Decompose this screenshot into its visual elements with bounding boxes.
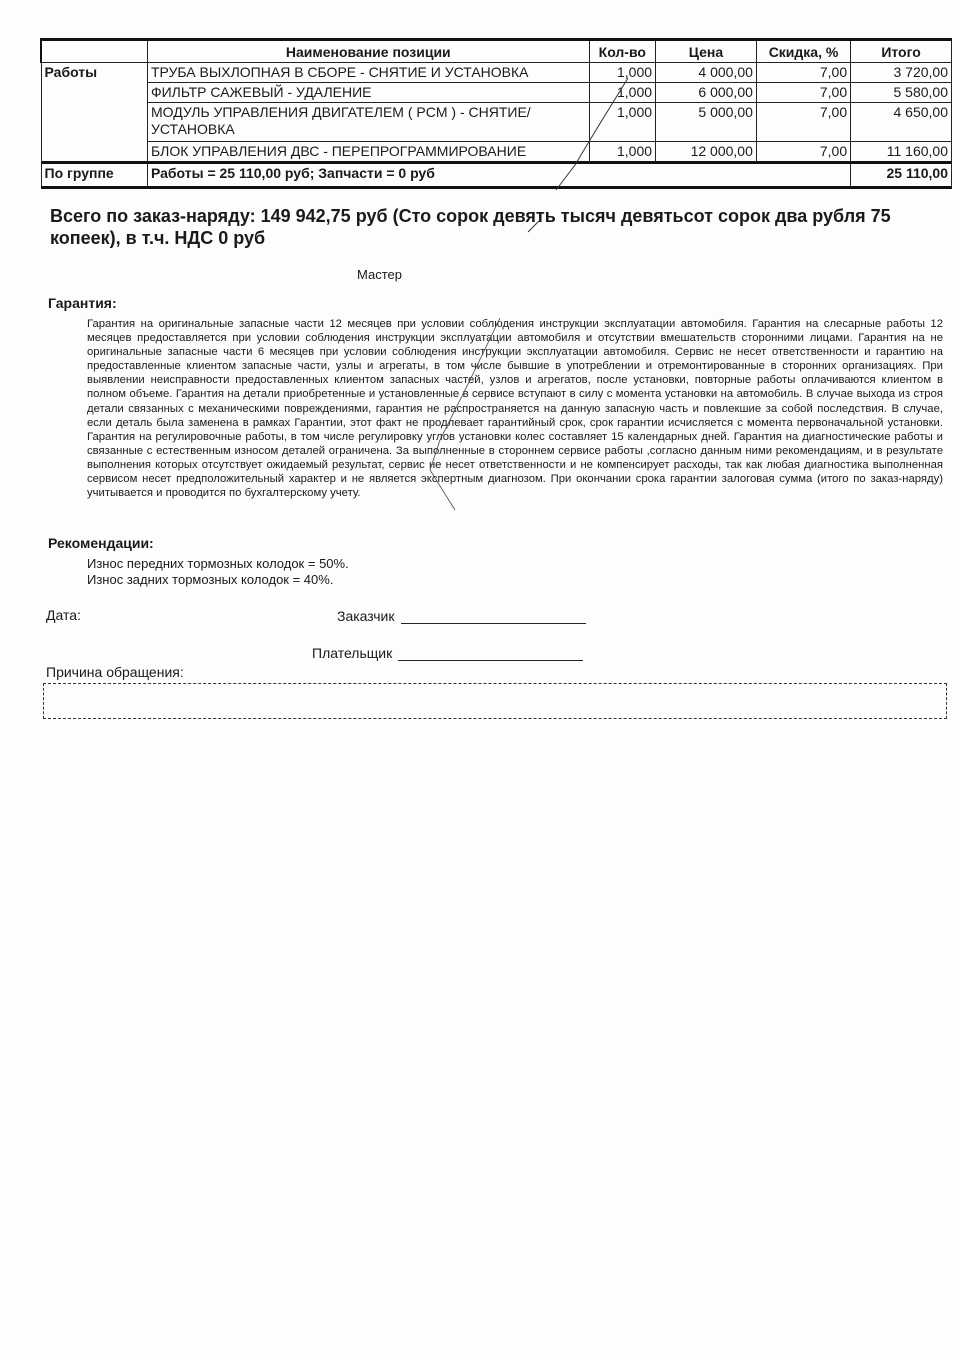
group-label: Работы	[41, 63, 147, 163]
row-price: 5 000,00	[656, 103, 757, 142]
list-item: Износ задних тормозных колодок = 40%.	[87, 572, 334, 587]
reason-box	[43, 683, 947, 719]
summary-label: По группе	[41, 163, 147, 188]
row-total: 3 720,00	[851, 63, 952, 83]
row-discount: 7,00	[756, 63, 850, 83]
table-row	[41, 142, 952, 163]
recommendations-list	[87, 556, 349, 588]
row-discount: 7,00	[756, 103, 850, 142]
header-total: Итого	[851, 40, 952, 63]
reason-label: Причина обращения:	[46, 664, 184, 680]
row-price: 12 000,00	[656, 142, 757, 163]
row-name: БЛОК УПРАВЛЕНИЯ ДВС - ПЕРЕПРОГРАММИРОВАНИЕ	[147, 142, 589, 163]
table-row	[41, 83, 952, 103]
payer-signature	[312, 645, 583, 661]
row-total: 5 580,00	[851, 83, 952, 103]
header-price: Цена	[656, 40, 757, 63]
row-name: ТРУБА ВЫХЛОПНАЯ В СБОРЕ - СНЯТИЕ И УСТАНОВКА	[147, 63, 589, 83]
list-item: Износ передних тормозных колодок = 50%.	[87, 556, 349, 571]
row-price: 6 000,00	[656, 83, 757, 103]
header-qty: Кол-во	[589, 40, 655, 63]
row-discount: 7,00	[756, 142, 850, 163]
customer-label: Заказчик	[337, 608, 395, 624]
table-row	[41, 103, 952, 142]
row-qty: 1,000	[589, 83, 655, 103]
summary-total: 25 110,00	[851, 163, 952, 188]
payer-label: Плательщик	[312, 645, 393, 661]
warranty-heading: Гарантия:	[48, 295, 117, 311]
header-name: Наименование позиции	[147, 40, 589, 63]
row-qty: 1,000	[589, 142, 655, 163]
header-group-cell	[41, 40, 147, 63]
row-total: 4 650,00	[851, 103, 952, 142]
row-total: 11 160,00	[851, 142, 952, 163]
group-summary-row	[41, 163, 952, 188]
services-table	[40, 38, 952, 189]
order-total: Всего по заказ-наряду: 149 942,75 руб (Сто сорок девять тысяч девятьсот сорок два рубля 75 копеек), в т.ч. НДС 0 руб	[50, 206, 891, 248]
row-discount: 7,00	[756, 83, 850, 103]
row-name: МОДУЛЬ УПРАВЛЕНИЯ ДВИГАТЕЛЕМ ( PCM ) - СНЯТИЕ/УСТАНОВКА	[147, 103, 589, 142]
recommendations-heading: Рекомендации:	[48, 535, 154, 551]
table-header-row	[41, 40, 952, 63]
row-price: 4 000,00	[656, 63, 757, 83]
row-qty: 1,000	[589, 103, 655, 142]
table-row	[41, 63, 952, 83]
customer-signature	[337, 608, 586, 624]
payer-signature-line	[398, 646, 583, 661]
warranty-text: Гарантия на оригинальные запасные части 12 месяцев при условии соблюдения инструкции эксплуатации автомобиля. Гарантия на слесарные работы 12 месяцев предоставляется при условии соблюдения инструкции эксплуатации автомобиля и отсутствии вмешательств сторонними лицами. Гарантия на не оригинальные запасные части 6 месяцев при условии соблюдения инструкции эксплуатации автомобиля. Сервис не несет ответственности и гарантию на предоставленные клиентом запасные части, узлы и агрегаты, в том числе бывшие в употреблении и отремонтированные в сторонних организациях. При выявлении неисправности предоставленных клиентом запасных частей, узлов и агрегатов, после установки, повторные работы оплачиваются клиентом в полном объеме. Гарантия на детали приобретенные и установленные в сервисе вступают в силу с момента установки на автомобиль. В случае выхода из строя детали связанных с механическими повреждениями, гарантия не распространяется на данную запасную часть и повлекшие за собой последствия. В случае, если деталь была заменена в рамках Гарантии, этот факт не продлевает гарантийный срок, срок гарантии исчисляется с момента первоначальной установки. Гарантия на регулировочные работы, в том числе регулировку углов установки колес составляет 15 календарных дней. Гарантия на диагностические работы и связанные с естественным износом деталей ограничена. За выполненные в стороннем сервисе работы ,согласно данным ними рекомендациям, и в результате выполнения которых отсутствует ожидаемый результат, сервис не несет ответственности и не компенсирует расходы, так как любая диагностика выполненная сервисом несет предположительный характер и не является экспертным диагнозом. При окончании срока гарантии залоговая сумма (итого по заказ-наряду) учитывается и проводится по бухгалтерскому учету.	[87, 318, 943, 500]
row-qty: 1,000	[589, 63, 655, 83]
row-name: ФИЛЬТР САЖЕВЫЙ - УДАЛЕНИЕ	[147, 83, 589, 103]
date-label: Дата:	[46, 607, 81, 623]
summary-text: Работы = 25 110,00 руб; Запчасти = 0 руб	[147, 163, 850, 188]
header-discount: Скидка, %	[756, 40, 850, 63]
master-label: Мастер	[357, 267, 402, 282]
customer-signature-line	[401, 609, 586, 624]
